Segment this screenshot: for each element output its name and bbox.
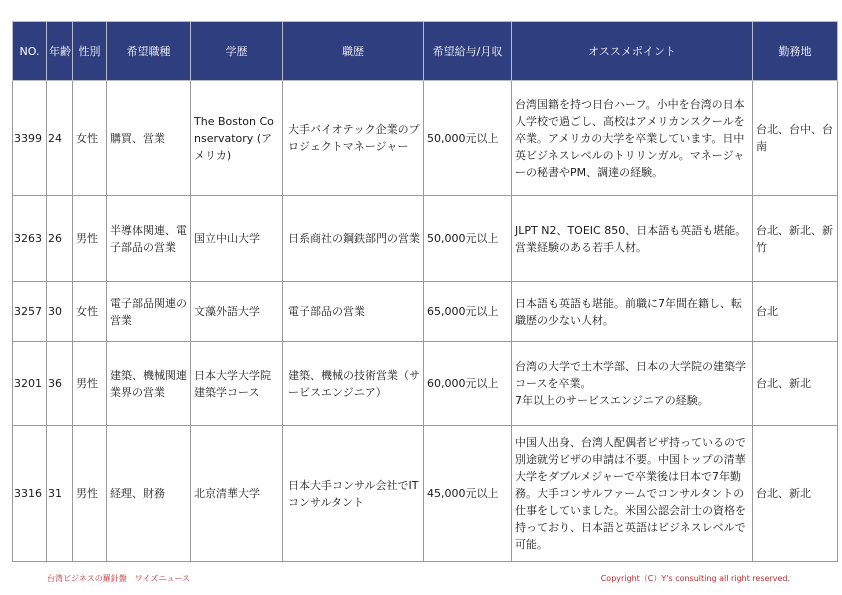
- cell-recommend-point: JLPT N2、TOEIC 850、日本語も英語も堪能。営業経験のある若手人材。: [512, 196, 753, 282]
- cell-salary: 50,000元以上: [424, 196, 512, 282]
- candidate-table: [12, 21, 838, 562]
- cell-recommend-point: 台湾国籍を持つ日台ハーフ。小中を台湾の日本人学校で過ごし、高校はアメリカンスクールを卒業。アメリカの大学を卒業しています。日中英ビジネスレベルのトリリンガル。マネージャーの秘書やPM、調達の経験。: [512, 81, 753, 196]
- cell-no: 3263: [13, 196, 47, 282]
- cell-age: 30: [47, 282, 73, 342]
- cell-career: 電子部品の営業: [283, 282, 424, 342]
- cell-salary: 65,000元以上: [424, 282, 512, 342]
- cell-location: 台北、新北、新竹: [753, 196, 838, 282]
- cell-salary: 45,000元以上: [424, 426, 512, 562]
- cell-education: 日本大学大学院建築学コース: [191, 342, 283, 426]
- cell-gender: 男性: [73, 196, 107, 282]
- cell-no: 3201: [13, 342, 47, 426]
- cell-gender: 女性: [73, 81, 107, 196]
- cell-recommend-point: 台湾の大学で土木学部、日本の大学院の建築学コースを卒業。 7年以上のサービスエンジニアの経験。: [512, 342, 753, 426]
- cell-education: 北京清華大学: [191, 426, 283, 562]
- cell-age: 36: [47, 342, 73, 426]
- header-no: NO.: [13, 22, 47, 81]
- cell-career: 建築、機械の技術営業（サービスエンジニア）: [283, 342, 424, 426]
- cell-gender: 男性: [73, 342, 107, 426]
- header-education: 学歴: [191, 22, 283, 81]
- header-recommend-point: オススメポイント: [512, 22, 753, 81]
- cell-no: 3316: [13, 426, 47, 562]
- cell-location: 台北、新北: [753, 426, 838, 562]
- table-row: [13, 81, 838, 196]
- cell-desired-job: 購買、営業: [107, 81, 191, 196]
- cell-salary: 60,000元以上: [424, 342, 512, 426]
- header-location: 勤務地: [753, 22, 838, 81]
- cell-salary: 50,000元以上: [424, 81, 512, 196]
- table-row: [13, 282, 838, 342]
- cell-age: 24: [47, 81, 73, 196]
- cell-education: 国立中山大学: [191, 196, 283, 282]
- cell-desired-job: 建築、機械関連業界の営業: [107, 342, 191, 426]
- cell-desired-job: 電子部品関連の営業: [107, 282, 191, 342]
- header-desired-job: 希望職種: [107, 22, 191, 81]
- table-row: [13, 342, 838, 426]
- cell-career: 大手バイオテック企業のプロジェクトマネージャー: [283, 81, 424, 196]
- cell-recommend-point: 中国人出身、台湾人配偶者ビザ持っているので別途就労ビザの申請は不要。中国トップの清華大学をダブルメジャーで卒業後は日本で7年勤務。大手コンサルファームでコンサルタントの仕事をしていました。米国公認会計士の資格を持っており、日本語と英語はビジネスレベルで可能。: [512, 426, 753, 562]
- cell-location: 台北、新北: [753, 342, 838, 426]
- cell-no: 3399: [13, 81, 47, 196]
- cell-location: 台北、台中、台南: [753, 81, 838, 196]
- cell-education: The Boston Conservatory (アメリカ): [191, 81, 283, 196]
- footer-publication: 台湾ビジネスの羅針盤 ワイズニュース: [47, 574, 191, 583]
- cell-education: 文藻外語大学: [191, 282, 283, 342]
- cell-location: 台北: [753, 282, 838, 342]
- header-gender: 性別: [73, 22, 107, 81]
- cell-career: 日系商社の鋼鉄部門の営業: [283, 196, 424, 282]
- cell-gender: 女性: [73, 282, 107, 342]
- cell-age: 26: [47, 196, 73, 282]
- header-age: 年齢: [47, 22, 73, 81]
- table-row: [13, 196, 838, 282]
- header-salary: 希望給与/月収: [424, 22, 512, 81]
- header-row: [13, 22, 838, 81]
- cell-gender: 男性: [73, 426, 107, 562]
- footer-copyright: Copyright（C）Y's consulting all right reserved.: [600, 574, 790, 583]
- cell-desired-job: 半導体関連、電子部品の営業: [107, 196, 191, 282]
- table-row: [13, 426, 838, 562]
- cell-desired-job: 経理、財務: [107, 426, 191, 562]
- header-career: 職歴: [283, 22, 424, 81]
- cell-age: 31: [47, 426, 73, 562]
- cell-no: 3257: [13, 282, 47, 342]
- cell-career: 日本大手コンサル会社でITコンサルタント: [283, 426, 424, 562]
- cell-recommend-point: 日本語も英語も堪能。前職に7年間在籍し、転職歴の少ない人材。: [512, 282, 753, 342]
